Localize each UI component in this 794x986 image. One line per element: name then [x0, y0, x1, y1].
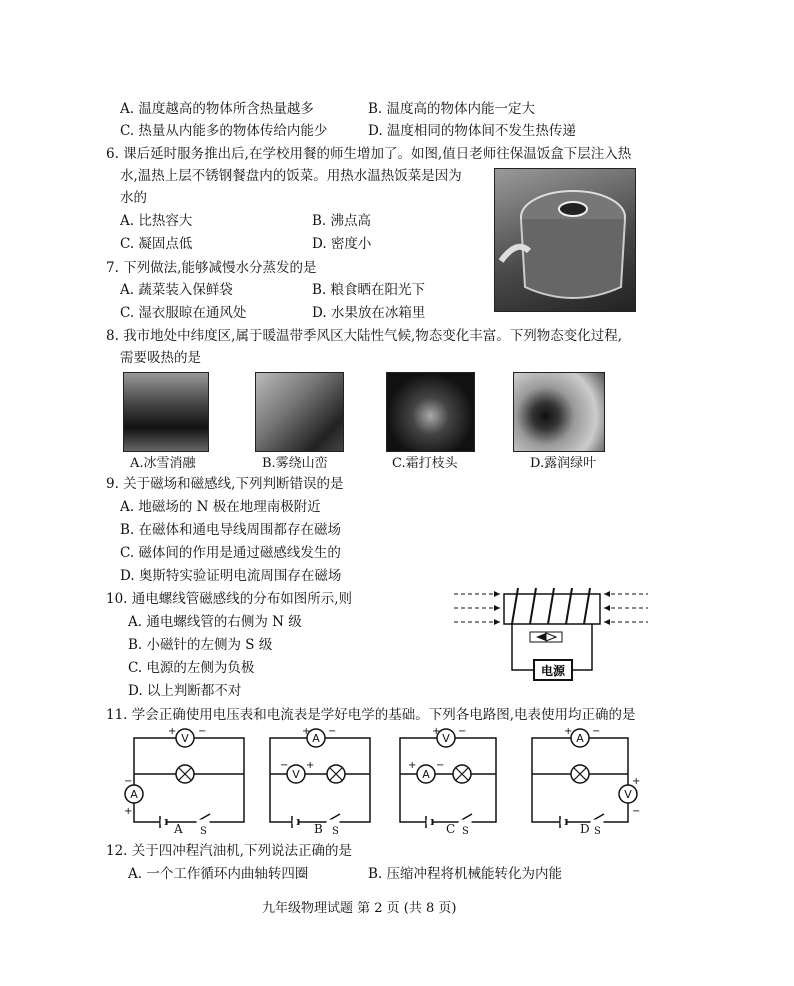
circuit-c-plus: +	[432, 726, 441, 737]
circuit-label-a: A	[174, 822, 183, 836]
q8-stem-1: 8. 我市地处中纬度区,属于暖温带季风区大陆性气候,物态变化丰富。下列物态变化过程,	[106, 328, 623, 344]
circuit-b-switch-label: S	[332, 826, 339, 837]
circuit-b-minus: −	[328, 726, 337, 737]
circuit-d-minus: −	[592, 726, 601, 737]
q6-option-b: B. 沸点高	[312, 213, 372, 229]
circuit-d-meter-plus: +	[632, 776, 640, 787]
circuit-c-voltmeter: V	[442, 732, 450, 745]
circuit-a-voltmeter: V	[181, 732, 189, 745]
circuit-a-meter-plus: +	[124, 806, 133, 817]
q9-option-b: B. 在磁体和通电导线周围都存在磁场	[120, 522, 342, 538]
q12-option-b: B. 压缩冲程将机械能转化为内能	[368, 866, 563, 882]
circuit-b-plus: +	[302, 726, 311, 737]
circuit-b-ammeter: A	[312, 732, 320, 745]
dew-leaf-photo	[513, 372, 605, 452]
q6-option-a: A. 比热容大	[120, 213, 193, 229]
circuit-c-ammeter: A	[422, 768, 430, 781]
q8-caption-a: A.冰雪消融	[130, 456, 196, 471]
circuit-diagrams	[120, 722, 640, 840]
q6-option-c: C. 凝固点低	[120, 236, 193, 252]
circuit-d-switch-label: S	[594, 826, 601, 837]
circuit-d-meter-minus: −	[632, 806, 640, 817]
snow-melt-photo	[123, 372, 209, 452]
q10-option-c: C. 电源的左侧为负极	[128, 660, 255, 676]
power-source-label: 电源	[540, 664, 566, 678]
q10-option-b: B. 小磁针的左侧为 S 级	[128, 637, 273, 653]
q5-option-c: C. 热量从内能多的物体传给内能少	[120, 123, 328, 139]
circuit-b-meter-plus: +	[306, 760, 315, 771]
circuit-b-voltmeter: V	[292, 768, 300, 781]
q6-option-d: D. 密度小	[312, 236, 372, 252]
q12-option-a: A. 一个工作循环内曲轴转四圈	[128, 866, 309, 882]
q7-option-c: C. 湿衣服晾在通风处	[120, 305, 247, 321]
lunchbox-photo	[494, 168, 636, 312]
page-footer: 九年级物理试题 第 2 页 (共 8 页)	[262, 901, 457, 916]
circuit-a-meter-minus: −	[124, 776, 133, 787]
circuit-b-meter-minus: −	[280, 760, 289, 771]
frost-branch-photo	[386, 372, 475, 452]
q10-option-a: A. 通电螺线管的右侧为 N 级	[128, 614, 302, 630]
q10-stem: 10. 通电螺线管磁感线的分布如图所示,则	[106, 591, 353, 607]
q11-stem: 11. 学会正确使用电压表和电流表是学好电学的基础。下列各电路图,电表使用均正确的是	[106, 707, 636, 723]
q9-option-a: A. 地磁场的 N 极在地理南极附近	[120, 499, 321, 515]
circuit-d-ammeter: A	[576, 732, 584, 745]
q8-stem-2: 需要吸热的是	[120, 350, 201, 366]
fog-mountain-photo	[255, 372, 344, 452]
circuit-label-b: B	[314, 822, 323, 836]
q9-option-d: D. 奥斯特实验证明电流周围存在磁场	[120, 568, 342, 584]
q9-option-c: C. 磁体间的作用是通过磁感线发生的	[120, 545, 341, 561]
q6-stem-3: 水的	[120, 190, 147, 206]
q6-stem-2: 水,温热上层不锈钢餐盘内的饭菜。用热水温热饭菜是因为	[120, 168, 462, 184]
lunchbox-drawing	[495, 169, 635, 311]
circuit-a-ammeter: A	[130, 788, 138, 801]
circuit-c-minus: −	[458, 726, 467, 737]
solenoid-diagram	[452, 580, 652, 690]
q12-stem: 12. 关于四冲程汽油机,下列说法正确的是	[106, 843, 353, 859]
circuit-a-minus: −	[198, 726, 207, 737]
q7-option-a: A. 蔬菜装入保鲜袋	[120, 282, 233, 298]
circuit-a-plus: +	[168, 726, 177, 737]
q8-caption-d: D.露润绿叶	[530, 456, 597, 471]
circuit-label-d: D	[580, 822, 590, 836]
q5-option-a: A. 温度越高的物体所含热量越多	[120, 101, 314, 117]
q6-stem-1: 6. 课后延时服务推出后,在学校用餐的师生增加了。如图,值日老师往保温饭盒下层注入热	[106, 146, 632, 162]
q7-option-b: B. 粮食晒在阳光下	[312, 282, 426, 298]
circuit-a-switch-label: S	[200, 826, 207, 837]
circuit-d-voltmeter: V	[624, 788, 632, 801]
circuit-c-meter-minus: −	[436, 760, 445, 771]
q7-option-d: D. 水果放在冰箱里	[312, 305, 426, 321]
circuit-c-switch-label: S	[462, 826, 469, 837]
circuit-d-plus: +	[564, 726, 573, 737]
q7-stem: 7. 下列做法,能够减慢水分蒸发的是	[106, 260, 317, 276]
circuit-label-c: C	[446, 822, 456, 836]
q5-option-b: B. 温度高的物体内能一定大	[368, 101, 536, 117]
q10-option-d: D. 以上判断都不对	[128, 683, 242, 699]
q9-stem: 9. 关于磁场和磁感线,下列判断错误的是	[106, 476, 344, 492]
q8-caption-b: B.雾绕山峦	[262, 456, 328, 471]
circuit-c-meter-plus: +	[408, 760, 417, 771]
q5-option-d: D. 温度相同的物体间不发生热传递	[368, 123, 576, 139]
q8-caption-c: C.霜打枝头	[392, 456, 458, 471]
